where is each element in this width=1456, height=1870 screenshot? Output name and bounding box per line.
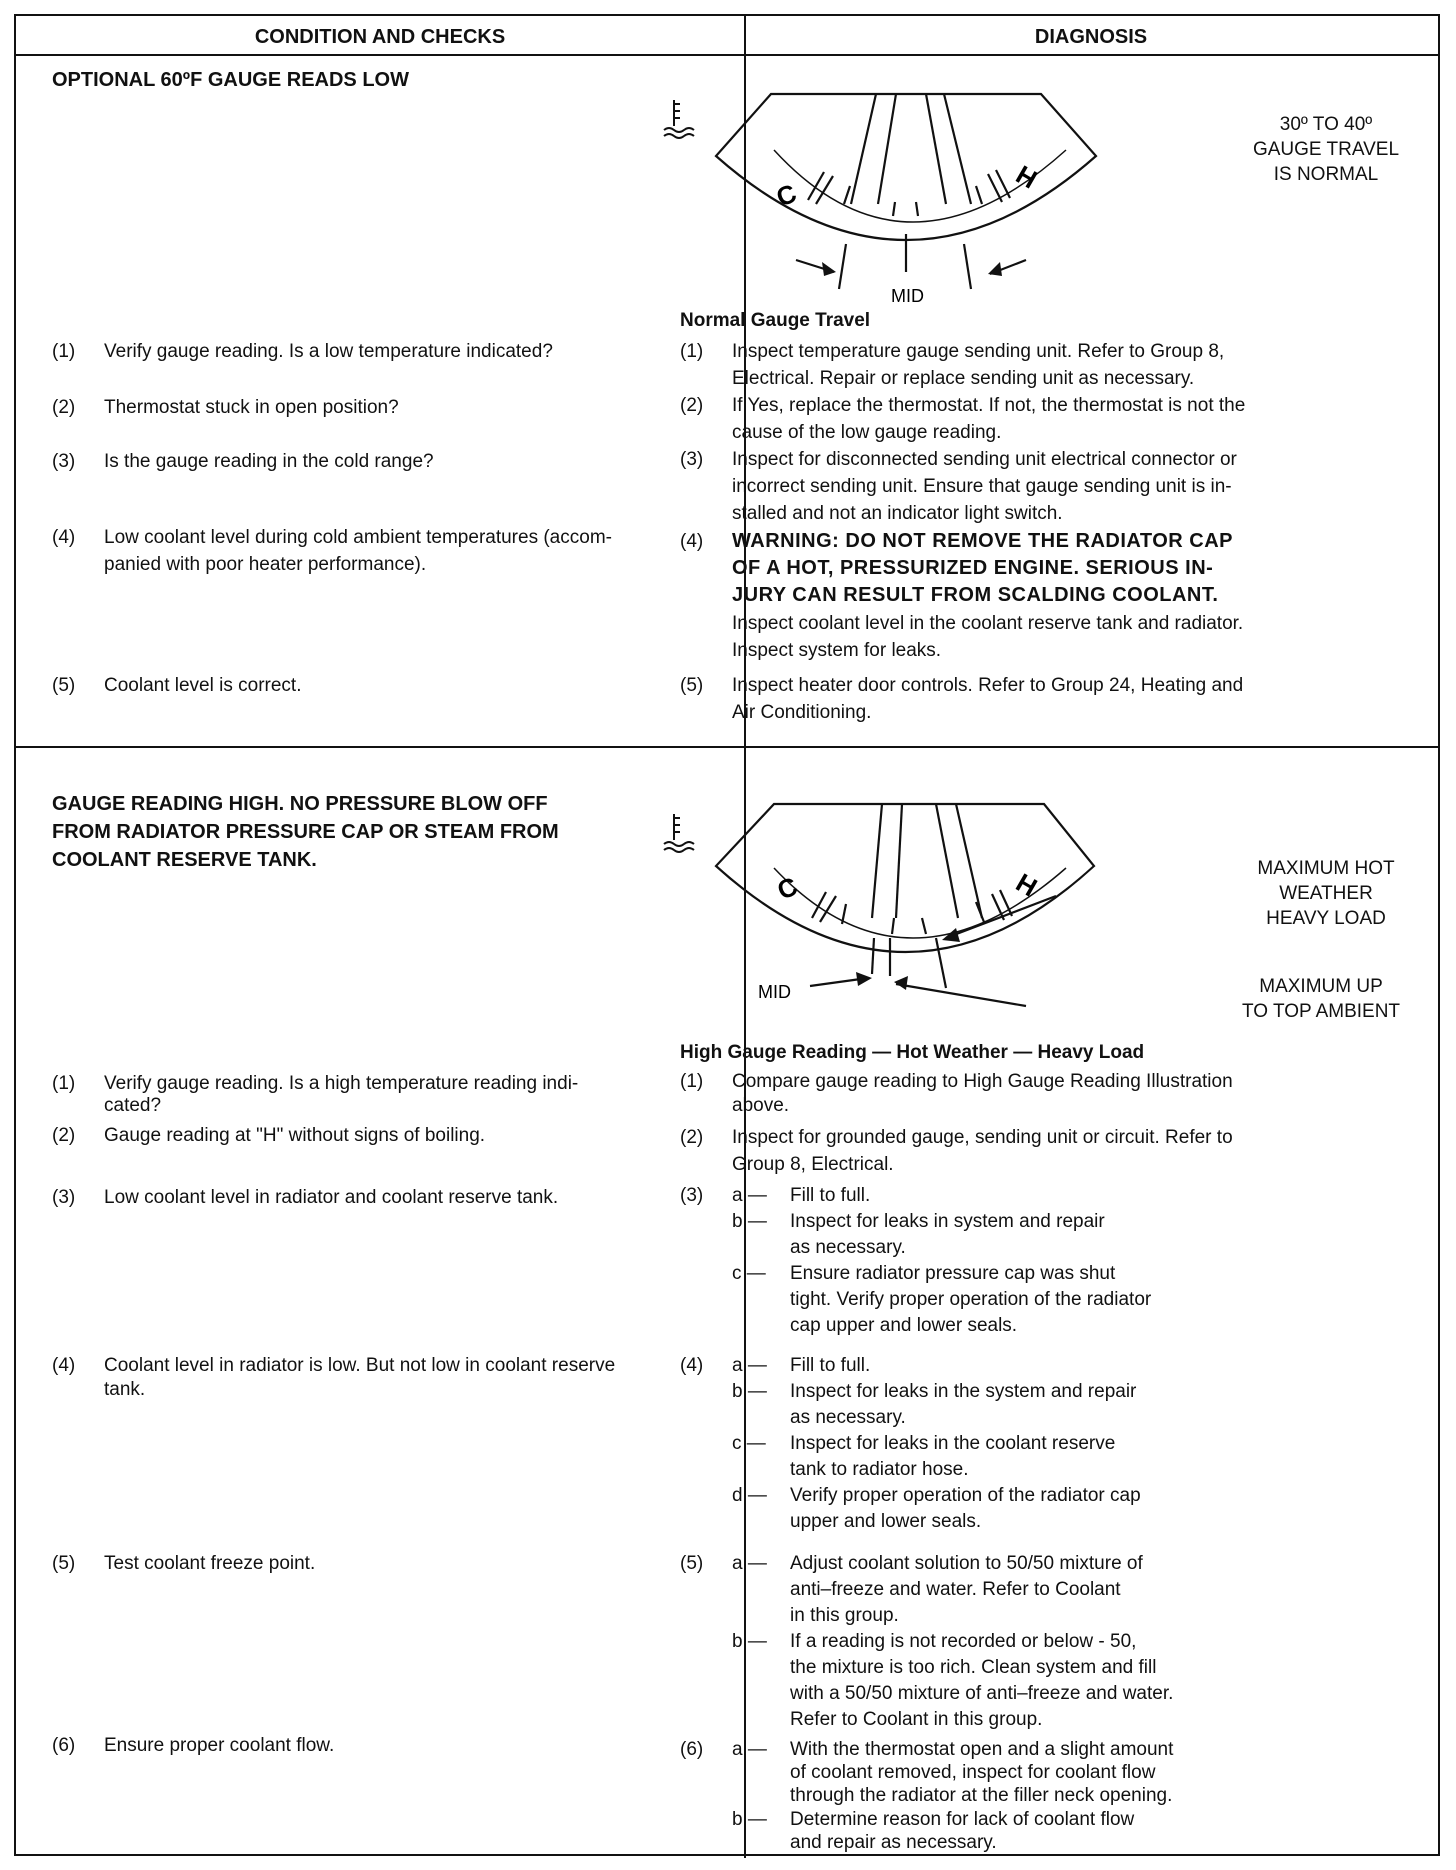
diagnosis-text: and repair as necessary.: [790, 1832, 997, 1853]
item-number: (2): [52, 1125, 76, 1146]
diagnosis-text: through the radiator at the filler neck opening.: [790, 1785, 1173, 1806]
item-number: (2): [680, 395, 704, 416]
diagnosis-text: upper and lower seals.: [790, 1511, 982, 1532]
item-number: (5): [680, 1553, 704, 1574]
diagnosis-text: Air Conditioning.: [732, 702, 872, 723]
diagnosis-text: Ensure radiator pressure cap was shut: [790, 1263, 1116, 1284]
callout-line: MAXIMUM UP: [1259, 976, 1383, 997]
diagnosis-text: of coolant removed, inspect for coolant flow: [790, 1762, 1156, 1783]
check-text: tank.: [104, 1379, 146, 1400]
section1-diagnosis-1: [680, 338, 1430, 398]
sub-letter: b —: [732, 1381, 767, 1402]
diagnosis-text: incorrect sending unit. Ensure that gauge sending unit is in-: [732, 476, 1232, 497]
sub-letter: a —: [732, 1355, 767, 1376]
gauge-face: [716, 804, 1094, 1006]
section1-diagnosis-2: [680, 392, 1430, 452]
callout-line: GAUGE TRAVEL: [1252, 139, 1400, 160]
column-divider-wrap: [16, 16, 1438, 56]
callout-max-hot-weather: [1236, 856, 1416, 931]
diagnosis-text: If Yes, replace the thermostat. If not, the thermostat is not the: [732, 395, 1246, 416]
gauge-mid-label: MID: [758, 982, 791, 1002]
diagnosis-text: Refer to Coolant in this group.: [790, 1709, 1043, 1730]
diagnosis-text: Inspect coolant level in the coolant reserve tank and radiator.: [732, 613, 1244, 634]
check-text: Low coolant level in radiator and coolant reserve tank.: [104, 1187, 559, 1208]
sub-letter: c —: [732, 1433, 766, 1454]
callout-line: 30º TO 40º: [1279, 114, 1373, 135]
callout-line: IS NORMAL: [1273, 164, 1379, 185]
gauge-cold-label: C: [772, 177, 801, 213]
diagnosis-text: Inspect for leaks in system and repair: [790, 1211, 1105, 1232]
item-number: (1): [52, 1073, 76, 1094]
check-text: Coolant level is correct.: [104, 675, 302, 696]
title-line: COOLANT RESERVE TANK.: [52, 849, 317, 871]
thermometer-icon: [664, 100, 694, 138]
section2-diagnosis-3: [680, 1182, 1430, 1352]
section1-diagnosis-4: [680, 528, 1430, 668]
callout-line: MAXIMUM HOT: [1257, 858, 1395, 879]
item-number: (1): [680, 341, 704, 362]
item-number: (3): [52, 1187, 76, 1208]
title-line: FROM RADIATOR PRESSURE CAP OR STEAM FROM: [52, 821, 559, 843]
check-text: Test coolant freeze point.: [104, 1553, 316, 1574]
diagnosis-text: anti–freeze and water. Refer to Coolant: [790, 1579, 1121, 1600]
item-number: (4): [680, 531, 704, 552]
callout-max-up-ambient: [1216, 974, 1426, 1024]
callout-line: TO TOP AMBIENT: [1241, 1001, 1401, 1022]
section1-gauge-illustration: [646, 74, 1436, 304]
section2-diagnosis-heading: High Gauge Reading — Hot Weather — Heavy Load: [680, 1042, 1145, 1063]
sub-letter: d —: [732, 1485, 767, 1506]
sub-letter: a —: [732, 1553, 767, 1574]
header-condition-and-checks: CONDITION AND CHECKS: [254, 26, 506, 48]
warning-text: WARNING: DO NOT REMOVE THE RADIATOR CAP: [732, 530, 1233, 552]
warning-text: OF A HOT, PRESSURIZED ENGINE. SERIOUS IN-: [732, 557, 1214, 579]
check-text: Low coolant level during cold ambient temperatures (accom-: [104, 527, 612, 548]
item-number: (3): [680, 1185, 704, 1206]
diagnosis-text: stalled and not an indicator light switch.: [732, 503, 1063, 524]
diagnosis-text: Fill to full.: [790, 1355, 871, 1376]
gauge-face: [716, 94, 1096, 289]
item-number: (3): [52, 451, 76, 472]
diagnosis-text: Determine reason for lack of coolant flow: [790, 1809, 1135, 1830]
item-number: (5): [52, 1553, 76, 1574]
diagnosis-text: with a 50/50 mixture of anti–freeze and water.: [790, 1683, 1174, 1704]
diagnosis-text: tank to radiator hose.: [790, 1459, 969, 1480]
item-number: (5): [680, 675, 704, 696]
item-number: (3): [680, 449, 704, 470]
diagnosis-text: Fill to full.: [790, 1185, 871, 1206]
diagnosis-text: Adjust coolant solution to 50/50 mixture of: [790, 1553, 1143, 1574]
sub-letter: c —: [732, 1263, 766, 1284]
item-number: (2): [680, 1127, 704, 1148]
diagnosis-text: cap upper and lower seals.: [790, 1315, 1018, 1336]
check-text: Thermostat stuck in open position?: [104, 397, 399, 418]
diagnosis-text: Compare gauge reading to High Gauge Reading Illustration: [732, 1071, 1233, 1092]
section1-diagnosis-3: [680, 446, 1430, 530]
diagnosis-text: as necessary.: [790, 1407, 906, 1428]
section1-diagnosis-5: [680, 672, 1430, 732]
section2-diagnosis-2: [680, 1124, 1430, 1180]
diagnosis-text: Inspect heater door controls. Refer to Group 24, Heating and: [732, 675, 1244, 696]
diagnosis-text: cause of the low gauge reading.: [732, 422, 1002, 443]
gauge-cold-label: C: [773, 870, 802, 906]
sub-letter: a —: [732, 1739, 767, 1760]
section1-check-4: [52, 524, 692, 584]
sub-letter: b —: [732, 1211, 767, 1232]
check-text: Verify gauge reading. Is a low temperature indicated?: [104, 341, 553, 362]
item-number: (4): [52, 527, 76, 548]
section2-diagnosis-6: [680, 1736, 1430, 1854]
gauge-hot-label: H: [1011, 867, 1043, 903]
title-line: GAUGE READING HIGH. NO PRESSURE BLOW OFF: [52, 793, 548, 815]
item-number: (4): [680, 1355, 704, 1376]
diagnosis-text: Inspect for leaks in the coolant reserve: [790, 1433, 1116, 1454]
warning-text: JURY CAN RESULT FROM SCALDING COOLANT.: [732, 584, 1219, 606]
check-text: cated?: [104, 1095, 162, 1116]
callout-line: WEATHER: [1279, 883, 1373, 904]
troubleshooting-table: [14, 14, 1440, 1856]
diagnosis-text: Group 8, Electrical.: [732, 1154, 894, 1175]
section2-diagnosis-4: [680, 1352, 1430, 1542]
section2-title: [52, 790, 692, 874]
section2-diagnosis-5: [680, 1550, 1430, 1736]
section2-diagnosis-1: [680, 1068, 1430, 1124]
check-text: Gauge reading at "H" without signs of boiling.: [104, 1125, 486, 1146]
item-number: (5): [52, 675, 76, 696]
diagnosis-text: as necessary.: [790, 1237, 906, 1258]
item-number: (6): [680, 1739, 704, 1760]
diagnosis-text: Inspect for grounded gauge, sending unit or circuit. Refer to: [732, 1127, 1233, 1148]
sub-letter: b —: [732, 1809, 767, 1830]
item-number: (1): [52, 341, 76, 362]
check-text: Coolant level in radiator is low. But not low in coolant reserve: [104, 1355, 616, 1376]
section2-check-4: [52, 1352, 692, 1408]
diagnosis-text: If a reading is not recorded or below - 50,: [790, 1631, 1137, 1652]
diagnosis-text: tight. Verify proper operation of the radiator: [790, 1289, 1152, 1310]
check-text: Is the gauge reading in the cold range?: [104, 451, 434, 472]
section-divider: [16, 746, 1438, 748]
item-number: (4): [52, 1355, 76, 1376]
thermometer-icon: [664, 814, 694, 852]
check-text: Ensure proper coolant flow.: [104, 1735, 335, 1756]
callout-line: HEAVY LOAD: [1266, 908, 1386, 929]
section1-title: OPTIONAL 60ºF GAUGE READS LOW: [52, 69, 409, 91]
gauge-travel-callout: [1246, 112, 1406, 187]
diagnosis-text: Inspect system for leaks.: [732, 640, 942, 661]
diagnosis-text: Verify proper operation of the radiator cap: [790, 1485, 1141, 1506]
diagnosis-text: above.: [732, 1095, 790, 1116]
diagnosis-text: Inspect for disconnected sending unit electrical connector or: [732, 449, 1237, 470]
gauge-hot-label: H: [1011, 159, 1043, 195]
check-text: panied with poor heater performance).: [104, 554, 427, 575]
diagnosis-text: Inspect for leaks in the system and repair: [790, 1381, 1137, 1402]
item-number: (1): [680, 1071, 704, 1092]
item-number: (6): [52, 1735, 76, 1756]
check-text: Verify gauge reading. Is a high temperature reading indi-: [104, 1073, 579, 1094]
item-number: (2): [52, 397, 76, 418]
gauge-mid-label: MID: [891, 286, 924, 304]
header-diagnosis: DIAGNOSIS: [1034, 26, 1148, 48]
section2-check-1: [52, 1070, 692, 1126]
sub-letter: a —: [732, 1185, 767, 1206]
diagnosis-text: With the thermostat open and a slight amount: [790, 1739, 1174, 1760]
diagnosis-text: Inspect temperature gauge sending unit. Refer to Group 8,: [732, 341, 1225, 362]
section1-diagnosis-heading: Normal Gauge Travel: [680, 310, 871, 331]
diagnosis-text: in this group.: [790, 1605, 899, 1626]
diagnosis-text: Electrical. Repair or replace sending unit as necessary.: [732, 368, 1195, 389]
diagnosis-text: the mixture is too rich. Clean system and fill: [790, 1657, 1157, 1678]
sub-letter: b —: [732, 1631, 767, 1652]
